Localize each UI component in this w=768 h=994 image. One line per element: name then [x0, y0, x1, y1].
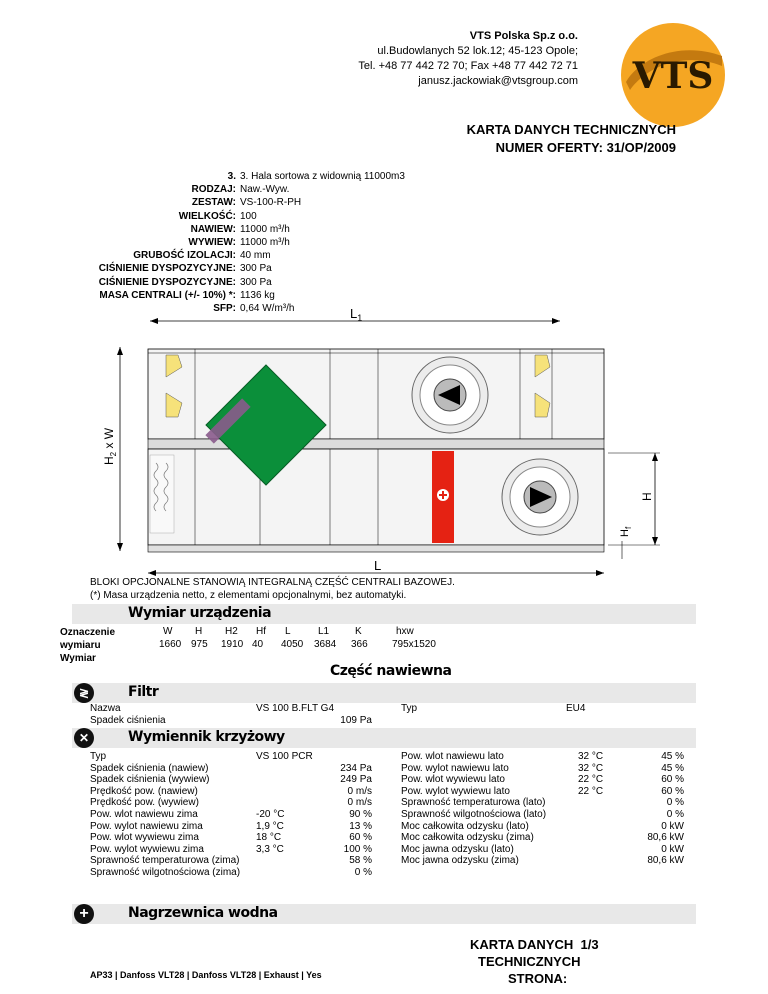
- filter-title: Filtr: [128, 684, 159, 700]
- company-block: [300, 29, 578, 89]
- h-label: H: [640, 492, 654, 501]
- l-label: L: [374, 558, 382, 573]
- exch-right-label: Pow. wylot nawiewu lato: [401, 762, 509, 774]
- exch-right-label: Moc jawna odzysku (lato): [401, 843, 514, 855]
- exch-left-label: Typ: [90, 751, 107, 762]
- exch-left-label: Sprawność temperaturowa (zima): [90, 855, 240, 867]
- dims-label-1: Oznaczenie: [60, 627, 116, 638]
- spec-value: 3. Hala sortowa z widownią 11000m3: [240, 171, 405, 182]
- dims-header: H2: [225, 626, 238, 637]
- dims-label-2: wymiaru: [60, 640, 101, 651]
- dims-value: 3684: [314, 639, 337, 650]
- company-email: janusz.jackowiak@vtsgroup.com: [418, 75, 578, 87]
- exch-left-mid: 18 °C: [256, 832, 282, 844]
- logo-text: VTS: [632, 55, 714, 97]
- exchanger-section-icon: ✕: [74, 728, 94, 748]
- filter-name-value: VS 100 B.FLT G4: [256, 703, 335, 714]
- exch-left-label: Pow. wylot nawiewu zima: [90, 820, 203, 832]
- exch-left-value: 100 %: [343, 843, 372, 855]
- filter-name-label: Nazwa: [90, 703, 121, 714]
- exch-left-mid: -20 °C: [256, 809, 285, 820]
- spec-key: 3.: [227, 171, 236, 182]
- exch-left-mid: 3,3 °C: [256, 843, 284, 855]
- spec-row: [60, 289, 480, 302]
- spec-value: 1136 kg: [240, 289, 275, 301]
- title-line1: KARTA DANYCH TECHNICZNYCH: [466, 122, 676, 137]
- l1-label: $L_1$: [350, 306, 363, 323]
- dims-label-3: Wymiar: [60, 653, 96, 664]
- dims-band: [72, 604, 696, 624]
- hf-label: $H_f$: [619, 526, 633, 537]
- exch-right-value: 60 %: [661, 785, 684, 797]
- exch-right-value: 45 %: [661, 751, 684, 762]
- exch-left-mid: 1,9 °C: [256, 820, 284, 832]
- exch-left-label: Pow. wlot wywiewu zima: [90, 832, 199, 844]
- exch-left-value: 58 %: [349, 855, 372, 867]
- spec-value: 100: [240, 210, 257, 222]
- notes: [90, 576, 455, 602]
- company-name: VTS Polska Sp.z o.o.: [469, 30, 578, 42]
- spec-row: [60, 249, 480, 262]
- note-line2: (*) Masa urządzenia netto, z elementami opcjonalnymi, bez automatyki.: [90, 590, 407, 601]
- nawiew-title: Część nawiewna: [330, 663, 452, 679]
- exch-left-value: 13 %: [349, 820, 372, 832]
- exch-right-label: Moc całkowita odzysku (lato): [401, 820, 529, 832]
- exch-right-value: 0 kW: [661, 843, 684, 855]
- dims-header: H: [195, 626, 203, 637]
- exch-left-value: 0 m/s: [347, 797, 372, 809]
- spec-key: CIŚNIENIE DYSPOZYCYJNE:: [98, 276, 236, 288]
- filter-type-label: Typ: [401, 703, 418, 714]
- spec-value: 11000 m³/h: [240, 223, 290, 235]
- exch-right-label: Pow. wlot nawiewu lato: [401, 751, 504, 762]
- exch-right-label: Sprawność wilgotnościowa (lato): [401, 809, 547, 820]
- vts-logo: [618, 20, 728, 130]
- document-title: [300, 121, 676, 157]
- spec-key: SFP:: [213, 303, 236, 315]
- exch-left-mid: VS 100 PCR: [256, 751, 313, 762]
- dims-header: W: [163, 626, 173, 637]
- exch-right-mid: 32 °C: [578, 751, 604, 762]
- spec-value: 0,64 W/m³/h: [240, 303, 295, 315]
- exch-left-label: Spadek ciśnienia (wywiew): [90, 774, 210, 786]
- footer-left: AP33 | Danfoss VLT28 | Danfoss VLT28 | Exhaust | Yes: [90, 970, 322, 980]
- exch-right-value: 60 %: [661, 774, 684, 786]
- dims-header: L: [285, 626, 291, 637]
- spec-row: [60, 236, 480, 249]
- exch-right-mid: 22 °C: [578, 785, 604, 797]
- spec-key: MASA CENTRALI (+/- 10%) *:: [99, 289, 236, 301]
- exch-left-label: Pow. wlot nawiewu zima: [90, 809, 198, 820]
- footer-line2: TECHNICZNYCH: [478, 954, 581, 969]
- heater-band: [72, 904, 696, 924]
- exch-left-value: 90 %: [349, 809, 372, 820]
- spec-key: NAWIEW:: [190, 223, 236, 235]
- footer-page: 1/3: [580, 937, 599, 952]
- dims-header: hxw: [396, 626, 414, 637]
- spec-value: 40 mm: [240, 250, 271, 262]
- spec-key: CIŚNIENIE DYSPOZYCYJNE:: [98, 263, 236, 275]
- dims-title: Wymiar urządzenia: [128, 605, 272, 621]
- filter-lower: [150, 455, 174, 533]
- footer-line1: KARTA DANYCH: [470, 937, 574, 952]
- exch-right-label: Moc całkowita odzysku (zima): [401, 832, 534, 844]
- footer-line3: STRONA:: [508, 971, 568, 986]
- spec-list: [60, 170, 480, 315]
- dims-value: 40: [252, 639, 264, 650]
- exch-left-label: Prędkość pow. (wywiew): [90, 797, 199, 809]
- exch-right-label: Moc jawna odzysku (zima): [401, 855, 519, 867]
- spec-key: WYWIEW:: [188, 237, 236, 249]
- dims-value: 1660: [159, 639, 182, 650]
- filter-drop-value: 109 Pa: [340, 715, 372, 726]
- spec-key: RODZAJ:: [191, 184, 236, 196]
- company-address: ul.Budowlanych 52 lok.12; 45-123 Opole;: [377, 45, 578, 57]
- title-line2: NUMER OFERTY: 31/OP/2009: [495, 140, 676, 155]
- exch-right-value: 45 %: [661, 762, 684, 774]
- exch-left-value: 249 Pa: [340, 774, 372, 786]
- exch-right-label: Pow. wlot wywiewu lato: [401, 774, 505, 786]
- spec-key: WIELKOŚĆ:: [178, 210, 236, 222]
- dims-value: 975: [191, 639, 208, 650]
- spec-row: [60, 183, 480, 196]
- spec-row: [60, 276, 480, 289]
- dims-header: K: [355, 626, 362, 637]
- spec-key: GRUBOŚĆ IZOLACJI:: [133, 250, 236, 262]
- filter-band: [72, 683, 696, 703]
- exch-right-mid: 22 °C: [578, 774, 604, 786]
- exch-left-label: Prędkość pow. (nawiew): [90, 785, 198, 797]
- spec-row: [60, 223, 480, 236]
- exch-left-value: 0 m/s: [347, 785, 372, 797]
- spec-key: ZESTAW:: [191, 197, 236, 209]
- heater-plus-icon: +: [74, 904, 94, 924]
- dims-value: 4050: [281, 639, 304, 650]
- spec-row: [60, 262, 480, 275]
- exchanger-title: Wymiennik krzyżowy: [128, 729, 285, 745]
- exch-right-value: 0 %: [666, 809, 684, 820]
- dims-value: 1910: [221, 639, 244, 650]
- exch-left-value: 0 %: [354, 867, 372, 878]
- exchanger-band: [72, 728, 696, 748]
- dims-value: 366: [351, 639, 368, 650]
- footer-right: [470, 936, 599, 987]
- filter-drop-label: Spadek ciśnienia: [90, 715, 166, 726]
- exch-right-value: 0 %: [666, 797, 684, 809]
- exch-right-label: Pow. wylot wywiewu lato: [401, 785, 510, 797]
- exch-left-value: 60 %: [349, 832, 372, 844]
- h2w-label: $H_2$ x W: [102, 427, 118, 465]
- exch-right-mid: 32 °C: [578, 762, 604, 774]
- exch-right-label: Sprawność temperaturowa (lato): [401, 797, 546, 809]
- company-phone: Tel. +48 77 442 72 70; Fax +48 77 442 72 71: [358, 60, 578, 72]
- exch-left-value: 234 Pa: [340, 762, 372, 774]
- dims-labels: [60, 626, 115, 665]
- spec-value: Naw.-Wyw.: [240, 184, 290, 196]
- exch-right-value: 80,6 kW: [647, 832, 684, 844]
- spec-value: 300 Pa: [240, 276, 272, 288]
- filter-section-icon: ≷: [74, 683, 94, 703]
- exch-right-value: 80,6 kW: [647, 855, 684, 867]
- exch-left-label: Spadek ciśnienia (nawiew): [90, 762, 209, 774]
- unit-drawing: [100, 305, 654, 585]
- dims-header: Hf: [256, 626, 266, 637]
- exch-right-value: 0 kW: [661, 820, 684, 832]
- filter-type-value: EU4: [566, 703, 586, 714]
- dims-value: 795x1520: [392, 639, 436, 650]
- dims-header: L1: [318, 626, 330, 637]
- spec-value: VS-100-R-PH: [240, 197, 302, 209]
- spec-row: [60, 170, 480, 183]
- spec-value: 300 Pa: [240, 263, 272, 275]
- heater-title: Nagrzewnica wodna: [128, 905, 278, 921]
- note-line1: BLOKI OPCJONALNE STANOWIĄ INTEGRALNĄ CZĘŚĆ CENTRALI BAZOWEJ.: [90, 577, 455, 588]
- exch-left-label: Sprawność wilgotnościowa (zima): [90, 867, 241, 878]
- spec-value: 11000 m³/h: [240, 237, 290, 249]
- exch-left-label: Pow. wylot wywiewu zima: [90, 843, 204, 855]
- spec-row: [60, 196, 480, 209]
- spec-row: [60, 210, 480, 223]
